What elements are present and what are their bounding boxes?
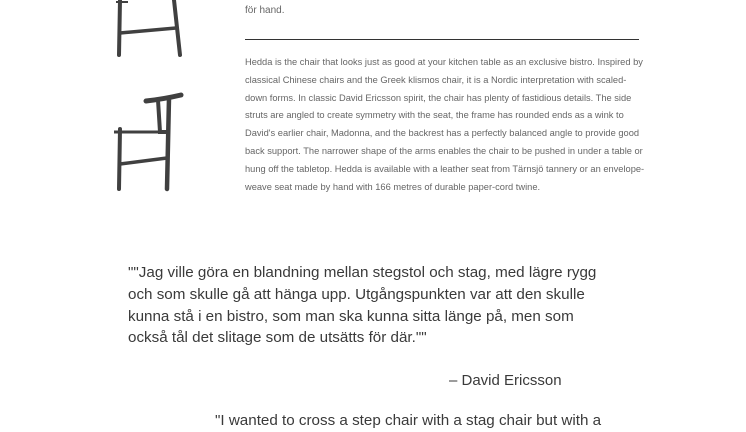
chair-illustration-top: [112, 0, 187, 60]
designer-quote-english: "I wanted to cross a step chair with a stag chair but with a: [215, 412, 602, 429]
product-description: Hedda is the chair that looks just as good at your kitchen table as an exclusive bistro. Inspired by classical Chinese chairs and the Greek klismos chair, it is a Nordic interpretation with scaled-down forms. In classic David Ericsson spirit, the chair has plenty of fastidious details. The side struts are angled to create symmetry with the seat, the frame has rounded ends as a wink to David's earlier chair, Madonna, and the backrest has a perfectly balanced angle to provide good back support. The narrower shape of the arms enables the chair to be pushed in under a table or hung off the tabletop. Hedda is available with a leather seat from Tärnsjö tannery or an envelope-weave seat made by hand with 166 metres of durable paper-cord twine.: [245, 57, 645, 192]
quote-attribution: – David Ericsson: [449, 372, 562, 389]
chair-illustration-bottom: [110, 92, 190, 192]
product-description-ending: för hand.: [245, 5, 285, 16]
section-divider: [245, 39, 639, 40]
designer-quote: ""Jag ville göra en blandning mellan stegstol och stag, med lägre rygg och som skulle gå att hänga upp. Utgångspunkten var att den skulle kunna stå i en bistro, som man ska kunna sitta länge på, men som också tål det slitage som de utsätts för där."": [128, 264, 597, 347]
